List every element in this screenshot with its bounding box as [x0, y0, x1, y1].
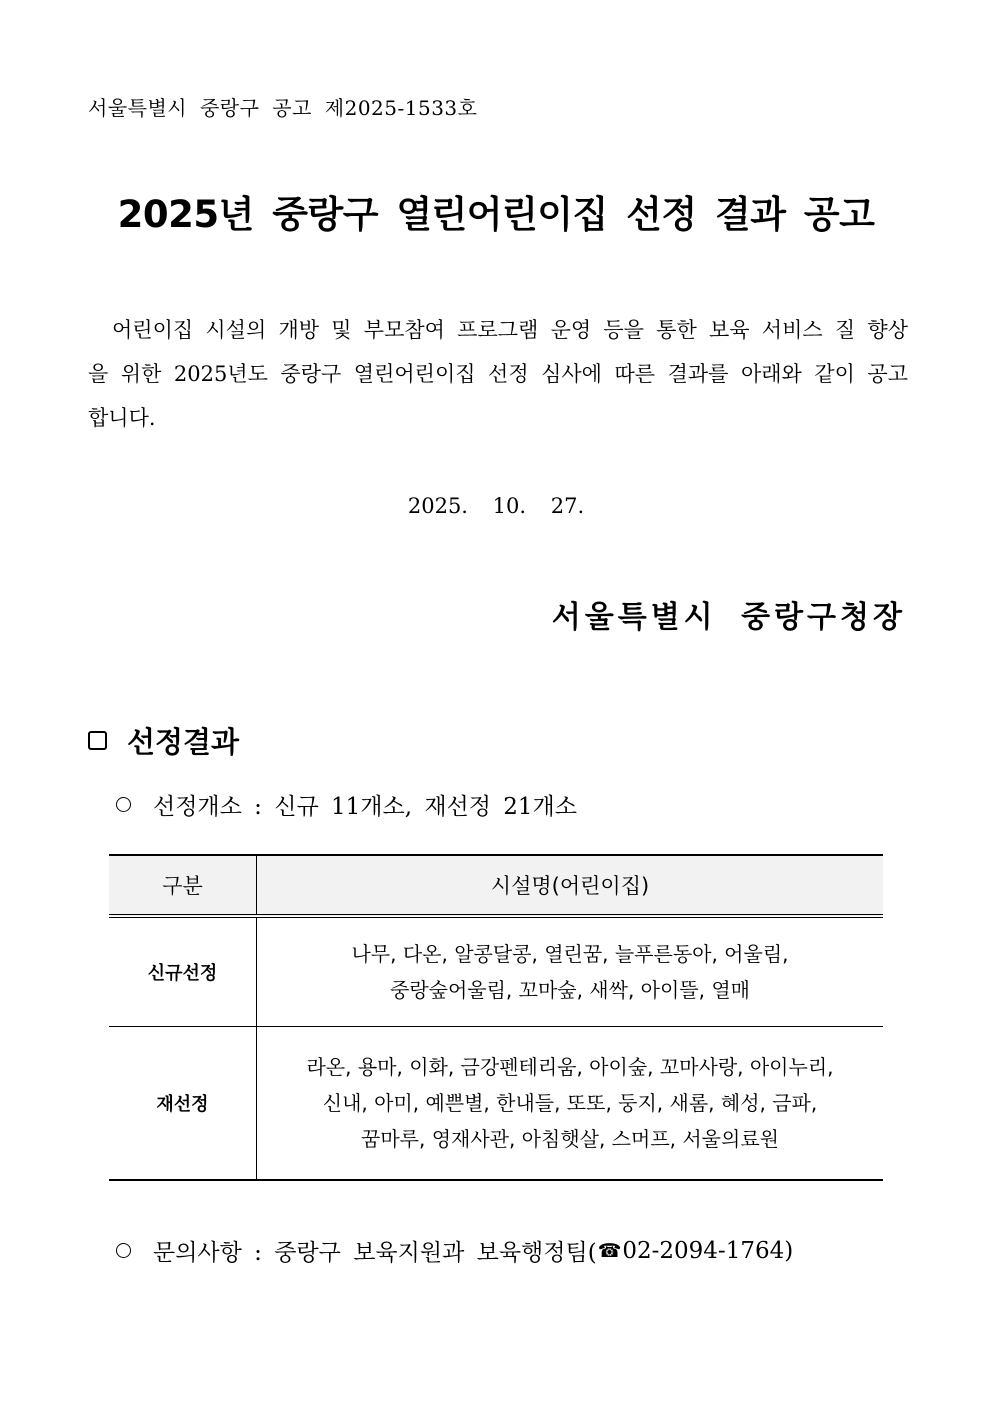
header-category: 구분	[109, 855, 257, 916]
names-cell	[257, 916, 884, 1027]
table-header-row	[109, 855, 883, 916]
names-cell	[257, 1027, 884, 1181]
notice-number: 서울특별시 중랑구 공고 제2025-1533호	[88, 96, 478, 120]
table-row-new	[109, 916, 883, 1027]
category-cell: 재선정	[109, 1027, 257, 1181]
contact-phone: 02-2094-1764)	[622, 1237, 794, 1264]
section-title: 선정결과	[127, 725, 240, 759]
results-table	[109, 854, 883, 1181]
selection-count-text: 선정개소 : 신규 11개소, 재선정 21개소	[153, 794, 577, 820]
notice-date: 2025. 10. 27.	[407, 494, 585, 518]
section-heading	[88, 720, 239, 761]
names-line: 중랑숲어울림, 꼬마숲, 새싹, 아이뜰, 열매	[390, 978, 750, 1002]
contact-label: 문의사항 : 중랑구 보육지원과 보육행정팀(	[153, 1240, 597, 1266]
intro-text: 어린이집 시설의 개방 및 부모참여 프로그램 운영 등을 통한 보육 서비스 질 향상을 위한 2025년도 중랑구 열린어린이집 선정 심사에 따른 결과를 아래와 같이 공고합니다.	[88, 318, 908, 430]
names-line: 나무, 다온, 알콩달콩, 열린꿈, 늘푸른동아, 어울림,	[351, 942, 789, 966]
selection-count-line	[116, 788, 577, 821]
intro-paragraph	[88, 308, 908, 440]
phone-icon: ☎	[597, 1239, 622, 1262]
table-row-reselected	[109, 1027, 883, 1181]
issuer-name: 서울특별시 중랑구청장	[551, 600, 906, 635]
names-line: 라온, 용마, 이화, 금강펜테리움, 아이숲, 꼬마사랑, 아이누리,	[306, 1055, 834, 1079]
names-line: 꿈마루, 영재사관, 아침햇살, 스머프, 서울의료원	[361, 1127, 779, 1151]
contact-line	[116, 1234, 793, 1267]
category-cell: 신규선정	[109, 916, 257, 1027]
document-title: 2025년 중랑구 열린어린이집 선정 결과 공고	[117, 193, 875, 236]
header-names: 시설명(어린이집)	[257, 855, 884, 916]
names-line: 신내, 아미, 예쁜별, 한내들, 또또, 둥지, 새롬, 혜성, 금파,	[322, 1091, 818, 1115]
circle-bullet-icon	[116, 1243, 131, 1258]
square-bullet-icon	[88, 731, 107, 750]
circle-bullet-icon	[116, 797, 131, 812]
